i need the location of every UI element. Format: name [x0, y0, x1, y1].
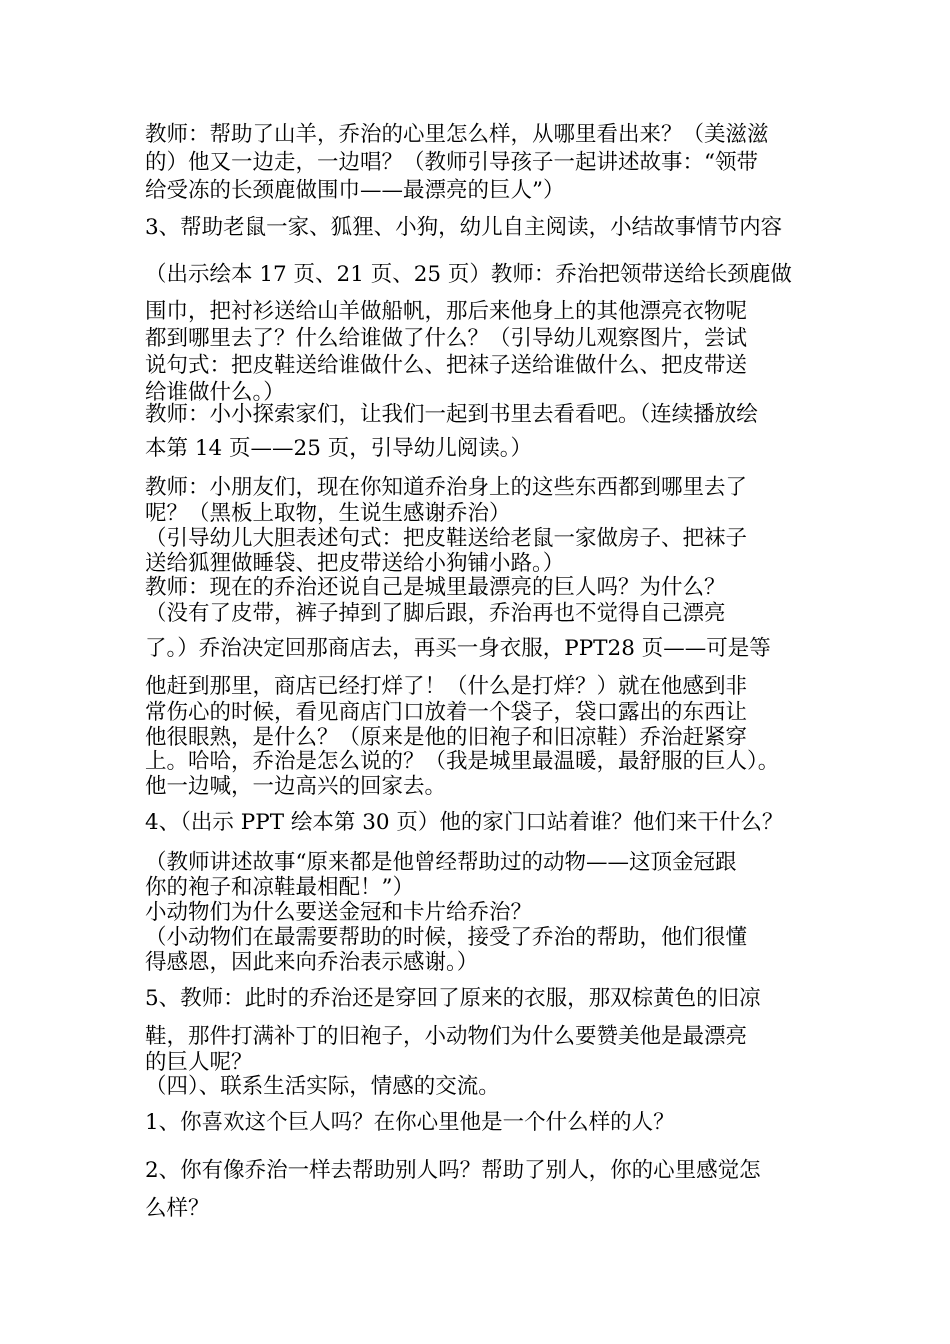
text-line: 教师：帮助了山羊，乔治的心里怎么样，从哪里看出来？（美滋滋 [145, 122, 769, 147]
text-line: 鞋，那件打满补丁的旧袍子，小动物们为什么要赞美他是最漂亮 [145, 1024, 748, 1049]
text-line: 教师：现在的乔治还说自己是城里最漂亮的巨人吗？为什么？ [145, 575, 726, 600]
text-line: 2、你有像乔治一样去帮助别人吗？帮助了别人，你的心里感觉怎 [145, 1158, 761, 1183]
text-line: 4、（出示 PPT 绘本第 30 页）他的家门口站着谁？他们来干什么？ [145, 810, 784, 835]
text-line: （教师讲述故事“原来都是他曾经帮助过的动物——这顶金冠跟 [145, 850, 737, 875]
text-line: 他很眼熟，是什么？（原来是他的旧袍子和旧凉鞋）乔治赶紧穿 [145, 725, 748, 750]
text-line: （四）、联系生活实际，情感的交流。 [145, 1074, 500, 1099]
text-line: 的巨人呢？ [145, 1050, 253, 1075]
text-line: 上。哈哈，乔治是怎么说的？（我是城里最温暖，最舒服的巨人）。 [145, 749, 780, 774]
text-line: 本第 14 页——25 页，引导幼儿阅读。） [145, 436, 532, 461]
text-line: （引导幼儿大胆表述句式：把皮鞋送给老鼠一家做房子、把袜子 [145, 526, 748, 551]
text-line: 围巾，把衬衫送给山羊做船帆，那后来他身上的其他漂亮衣物呢 [145, 299, 748, 324]
text-line: 5、教师：此时的乔治还是穿回了原来的衣服，那双棕黄色的旧凉 [145, 986, 761, 1011]
text-line: 的）他又一边走，一边唱？（教师引导孩子一起讲述故事：“领带 [145, 150, 758, 175]
text-line: （小动物们在最需要帮助的时候，接受了乔治的帮助，他们很懂 [145, 925, 748, 950]
text-line: 得感恩，因此来向乔治表示感谢。） [145, 950, 479, 975]
text-line: 他赶到那里，商店已经打烊了！（什么是打烊？）就在他感到非 [145, 674, 748, 699]
text-line: 教师：小朋友们，现在你知道乔治身上的这些东西都到哪里去了 [145, 475, 748, 500]
text-line: 么样？ [145, 1196, 210, 1221]
text-line: 3、帮助老鼠一家、狐狸、小狗，幼儿自主阅读，小结故事情节内容 [145, 215, 783, 240]
text-line: 给受冻的长颈鹿做围巾——最漂亮的巨人”） [145, 178, 565, 203]
text-line: 1、你喜欢这个巨人吗？在你心里他是一个什么样的人？ [145, 1110, 675, 1135]
text-line: 常伤心的时候，看见商店门口放着一个袋子，袋口露出的东西让 [145, 700, 748, 725]
text-line: （出示绘本 17 页、21 页、25 页）教师：乔治把领带送给长颈鹿做 [145, 262, 792, 287]
text-line: 了。）乔治决定回那商店去，再买一身衣服，PPT28 页——可是等 [145, 636, 771, 661]
text-line: （没有了皮带，裤子掉到了脚后跟，乔治再也不觉得自己漂亮 [145, 601, 726, 626]
text-line: 他一边喊，一边高兴的回家去。 [145, 774, 447, 799]
text-line: 你的袍子和凉鞋最相配！”） [145, 875, 414, 900]
text-line: 说句式：把皮鞋送给谁做什么、把袜子送给谁做什么、把皮带送 [145, 353, 748, 378]
text-line: 送给狐狸做睡袋、把皮带送给小狗铺小路。） [145, 551, 565, 576]
text-line: 呢？（黑板上取物，生说生感谢乔治） [145, 501, 511, 526]
text-line: 小动物们为什么要送金冠和卡片给乔治？ [145, 900, 533, 925]
text-line: 都到哪里去了？什么给谁做了什么？（引导幼儿观察图片，尝试 [145, 326, 748, 351]
text-line: 给谁做什么。） [145, 380, 285, 405]
text-line: 教师：小小探索家们，让我们一起到书里去看看吧。（连续播放绘 [145, 402, 758, 427]
